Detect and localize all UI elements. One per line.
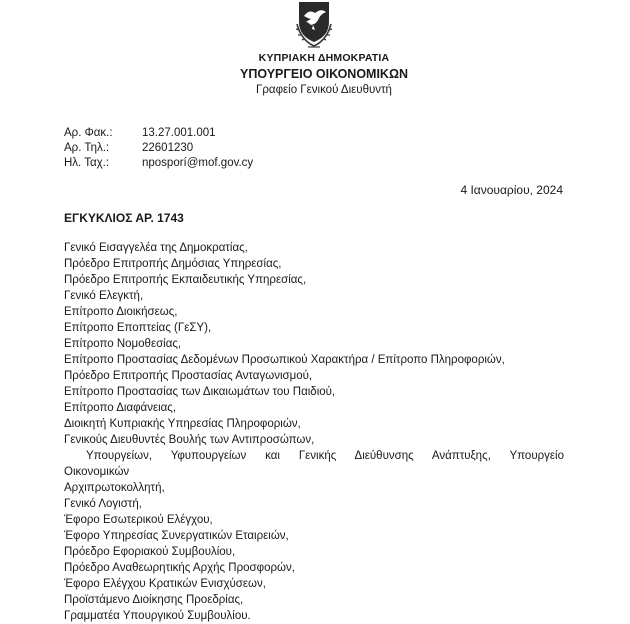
recipient-item: Έφορο Ελέγχου Κρατικών Ενισχύσεων, — [64, 578, 266, 590]
recipient-list — [64, 240, 564, 624]
recipient-item: Πρόεδρο Επιτροπής Δημόσιας Υπηρεσίας, — [64, 258, 282, 270]
recipient-item: Πρόεδρο Επιτροπής Εκπαιδευτικής Υπηρεσίας, — [64, 274, 307, 286]
recipient-item: Γενικούς Διευθυντές Βουλής των Αντιπροσώπων, — [64, 434, 315, 446]
recipient-item: Επίτροπο Διοικήσεως, — [64, 306, 178, 318]
office-name: Γραφείο Γενικού Διευθυντή — [256, 84, 392, 96]
recipient-item: Προϊστάμενο Διοίκησης Προεδρίας, — [64, 594, 244, 606]
recipient-item: Αρχιπρωτοκολλητή, — [64, 482, 165, 494]
cyprus-coat-of-arms-icon — [291, 0, 337, 50]
letter-date: 4 Ιανουαρίου, 2024 — [460, 183, 563, 197]
recipient-item: Επίτροπο Διαφάνειας, — [64, 402, 177, 414]
circular-title: ΕΓΚΥΚΛΙΟΣ ΑΡ. 1743 — [64, 211, 184, 225]
reference-email-value: nposporí@mof.gov.cy — [142, 157, 254, 169]
reference-value: 13.27.001.001 — [142, 127, 216, 139]
recipient-item: Επίτροπο Νομοθεσίας, — [64, 338, 182, 350]
recipient-item: Υπουργείων, Υφυπουργείων και Γενικής Διεύθυνσης Ανάπτυξης, Υπουργείο Οικονομικών — [64, 450, 564, 478]
recipient-item: Πρόεδρο Εφοριακού Συμβουλίου, — [64, 546, 236, 558]
reference-label: Ηλ. Ταχ.: — [64, 157, 110, 169]
recipient-item: Πρόεδρο Επιτροπής Προστασίας Ανταγωνισμού, — [64, 370, 313, 382]
recipient-item: Επίτροπο Εποπτείας (ΓεΣΥ), — [64, 322, 212, 334]
recipient-item: Επίτροπο Προστασίας Δεδομένων Προσωπικού Χαρακτήρα / Επίτροπο Πληροφοριών, — [64, 354, 505, 366]
recipient-item: Έφορο Υπηρεσίας Συνεργατικών Εταιρειών, — [64, 530, 289, 542]
recipient-item: Γραμματέα Υπουργικού Συμβουλίου. — [64, 610, 251, 622]
recipient-item: Γενικό Ελεγκτή, — [64, 290, 144, 302]
reference-label: Αρ. Φακ.: — [64, 127, 113, 139]
recipient-item: Διοικητή Κυπριακής Υπηρεσίας Πληροφοριών, — [64, 418, 301, 430]
ministry-name: ΥΠΟΥΡΓΕΙΟ ΟΙΚΟΝΟΜΙΚΩΝ — [239, 67, 409, 81]
recipient-item: Πρόεδρο Αναθεωρητικής Αρχής Προσφορών, — [64, 562, 295, 574]
recipient-item: Γενικό Εισαγγελέα της Δημοκρατίας, — [64, 242, 248, 254]
recipient-item: Επίτροπο Προστασίας των Δικαιωμάτων του Παιδιού, — [64, 386, 336, 398]
recipient-item: Γενικό Λογιστή, — [64, 498, 142, 510]
recipient-item: Έφορο Εσωτερικού Ελέγχου, — [64, 514, 213, 526]
reference-value: 22601230 — [142, 142, 194, 154]
country-name: ΚΥΠΡΙΑΚΗ ΔΗΜΟΚΡΑΤΙΑ — [258, 52, 390, 64]
reference-label: Αρ. Τηλ.: — [64, 142, 110, 154]
